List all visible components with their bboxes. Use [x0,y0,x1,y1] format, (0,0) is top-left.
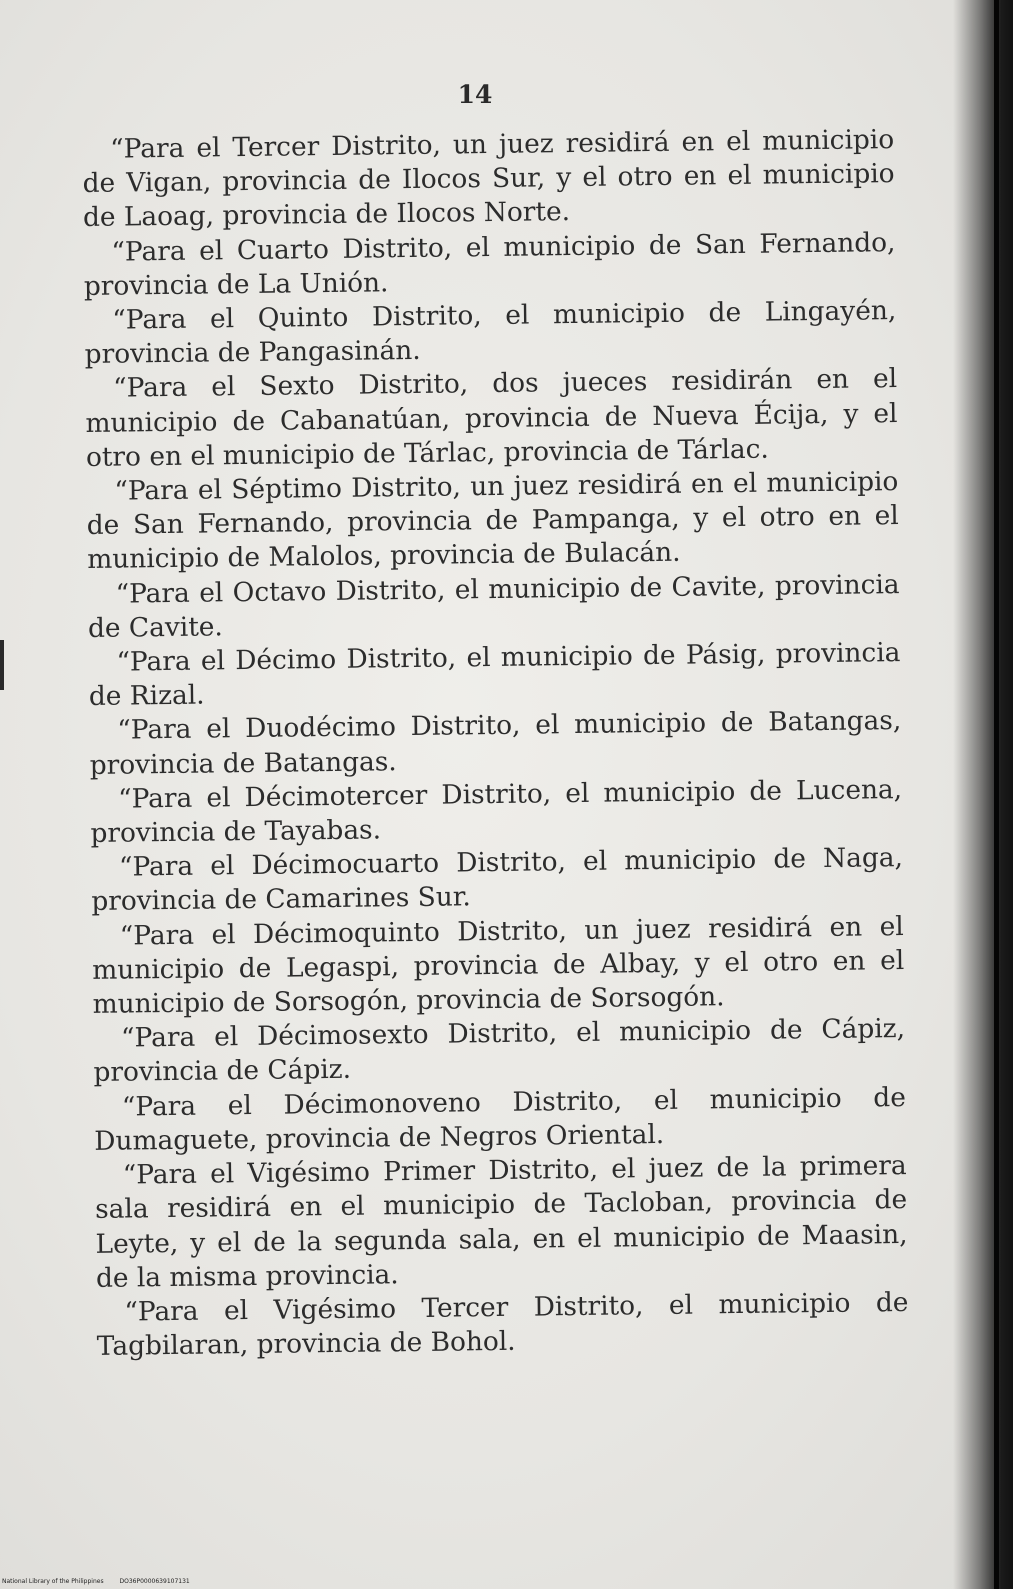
body-text [82,123,909,1364]
paragraph-decimotercer-distrito: “Para el Décimotercer Distrito, el municipio de Lucena, provincia de Tayabas. [90,773,903,850]
paragraph-vigesimo-tercer-distrito: “Para el Vigésimo Tercer Distrito, el municipio de Tagbilaran, provincia de Bohol. [96,1286,909,1363]
paragraph-vigesimo-primer-distrito: “Para el Vigésimo Primer Distrito, el juez de la primera sala residirá en el municipio de Tacloban, provincia de Leyte, y el de la segunda sala, en el municipio de Maasin, de la misma provincia. [94,1150,908,1294]
paragraph-sexto-distrito: “Para el Sexto Distrito, dos jueces residirán en el municipio de Cabanatúan, provincia de Nueva Écija, y el otro en el municipio de Tárlac, provincia de Tárlac. [85,363,898,473]
paragraph-septimo-distrito: “Para el Séptimo Distrito, un juez residirá en el municipio de San Fernando, provincia de Pampanga, y el otro en el municipio de Malolos, provincia de Bulacán. [86,466,899,576]
book-spine-edge [994,0,999,1589]
paragraph-decimosexto-distrito: “Para el Décimosexto Distrito, el municipio de Cápiz, provincia de Cápiz. [93,1013,906,1089]
footer-library: National Library of the Philippines [2,1578,104,1585]
paragraph-decimocuarto-distrito: “Para el Décimocuarto Distrito, el municipio de Naga, provincia de Camarines Sur. [91,842,904,918]
page-number: 14 [457,80,493,109]
archive-footer [2,1578,204,1585]
paragraph-tercer-distrito: “Para el Tercer Distrito, un juez residirá en el municipio de Vigan, provincia de Ilocos Sur, y el otro en el municipio de Laoag, provincia de Ilocos Norte. [82,124,895,234]
paragraph-cuarto-distrito: “Para el Cuarto Distrito, el municipio de San Fernando, provincia de La Unión. [83,226,896,302]
paragraph-decimonoveno-distrito: “Para el Décimonoveno Distrito, el municipio de Dumaguete, provincia de Negros Oriental. [94,1081,907,1157]
paragraph-decimoquinto-distrito: “Para el Décimoquinto Distrito, un juez residirá en el municipio de Legaspi, provincia de Albay, y el otro en el municipio de Sorsogón, provincia de Sorsogón. [92,910,905,1021]
paragraph-duodecimo-distrito: “Para el Duodécimo Distrito, el municipio de Batangas, provincia de Batangas. [89,705,902,781]
page-edge-mark [0,640,4,690]
book-spine-shadow [953,0,1013,1589]
footer-code: DO36P0000639107131 [119,1578,190,1585]
paragraph-decimo-distrito: “Para el Décimo Distrito, el municipio de Pásig, provincia de Rizal. [88,637,901,713]
paragraph-quinto-distrito: “Para el Quinto Distrito, el municipio de Lingayén, provincia de Pangasinán. [84,295,897,371]
paragraph-octavo-distrito: “Para el Octavo Distrito, el municipio de Cavite, provincia de Cavite. [87,568,900,644]
